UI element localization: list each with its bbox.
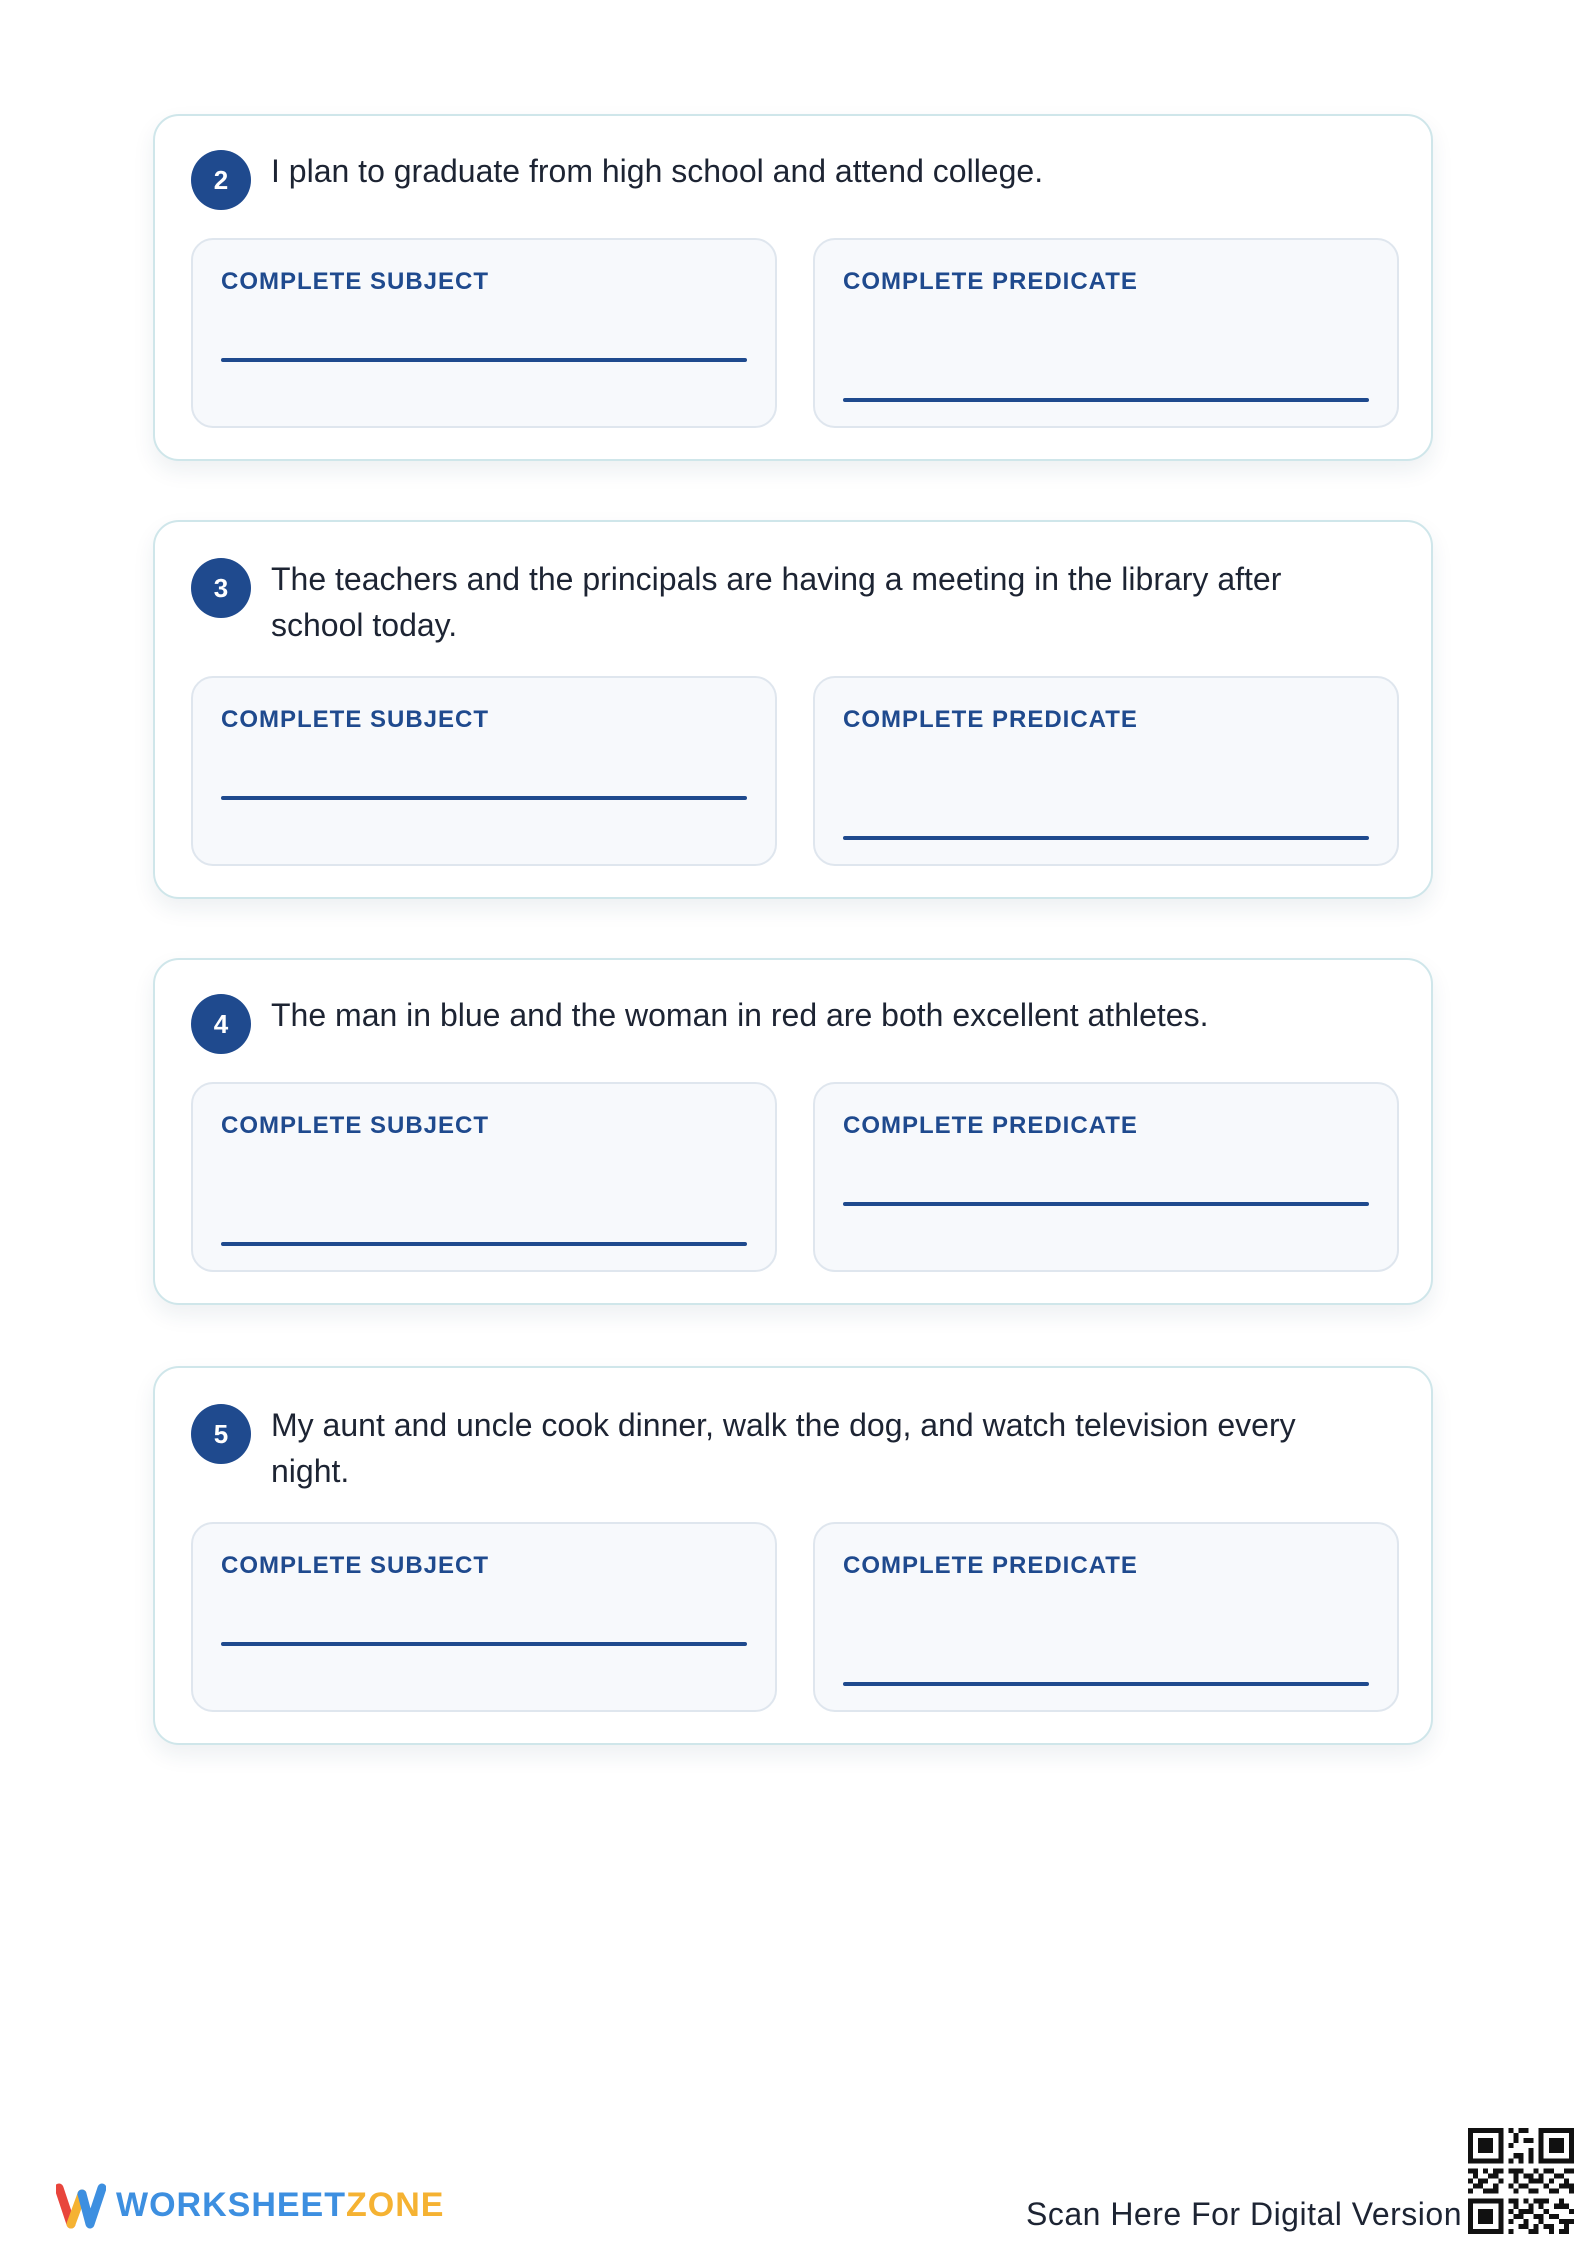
question-sentence: My aunt and uncle cook dinner, walk the dog, and watch television every night. bbox=[271, 1407, 1296, 1489]
subject-answer-box[interactable] bbox=[191, 1082, 777, 1272]
qr-code-icon[interactable] bbox=[1468, 2128, 1574, 2234]
predicate-answer-line[interactable] bbox=[843, 1202, 1369, 1206]
predicate-answer-line[interactable] bbox=[843, 836, 1369, 840]
subject-answer-box[interactable] bbox=[191, 1522, 777, 1712]
predicate-answer-box[interactable] bbox=[813, 676, 1399, 866]
predicate-label: COMPLETE PREDICATE bbox=[843, 268, 1138, 295]
subject-answer-line[interactable] bbox=[221, 1242, 747, 1246]
subject-answer-line[interactable] bbox=[221, 1642, 747, 1646]
subject-answer-box[interactable] bbox=[191, 238, 777, 428]
predicate-answer-line[interactable] bbox=[843, 1682, 1369, 1686]
subject-label: COMPLETE SUBJECT bbox=[221, 1552, 490, 1579]
question-number-badge: 4 bbox=[191, 994, 251, 1054]
predicate-label: COMPLETE PREDICATE bbox=[843, 1112, 1138, 1139]
predicate-answer-box[interactable] bbox=[813, 238, 1399, 428]
logo-text-zone: ZONE bbox=[346, 2185, 445, 2224]
question-card-5 bbox=[153, 1366, 1433, 1745]
question-card-3 bbox=[153, 520, 1433, 899]
question-sentence: The teachers and the principals are having a meeting in the library after school today. bbox=[271, 561, 1282, 643]
subject-label: COMPLETE SUBJECT bbox=[221, 268, 490, 295]
subject-answer-line[interactable] bbox=[221, 358, 747, 362]
question-number-badge: 2 bbox=[191, 150, 251, 210]
subject-answer-line[interactable] bbox=[221, 796, 747, 800]
question-card-4 bbox=[153, 958, 1433, 1305]
question-number-badge: 3 bbox=[191, 558, 251, 618]
predicate-answer-box[interactable] bbox=[813, 1082, 1399, 1272]
scan-here-text: Scan Here For Digital Version bbox=[1025, 2196, 1462, 2232]
predicate-label: COMPLETE PREDICATE bbox=[843, 706, 1138, 733]
subject-answer-box[interactable] bbox=[191, 676, 777, 866]
predicate-answer-box[interactable] bbox=[813, 1522, 1399, 1712]
question-sentence: The man in blue and the woman in red are both excellent athletes. bbox=[271, 997, 1209, 1033]
logo-text bbox=[116, 2186, 444, 2225]
worksheetzone-logo[interactable] bbox=[56, 2180, 444, 2230]
subject-label: COMPLETE SUBJECT bbox=[221, 1112, 490, 1139]
predicate-label: COMPLETE PREDICATE bbox=[843, 1552, 1138, 1579]
subject-label: COMPLETE SUBJECT bbox=[221, 706, 490, 733]
question-number-badge: 5 bbox=[191, 1404, 251, 1464]
question-card-2 bbox=[153, 114, 1433, 461]
predicate-answer-line[interactable] bbox=[843, 398, 1369, 402]
worksheetzone-w-icon bbox=[56, 2180, 106, 2230]
question-sentence: I plan to graduate from high school and attend college. bbox=[271, 153, 1044, 189]
logo-text-worksheet: WORKSHEET bbox=[116, 2185, 346, 2224]
